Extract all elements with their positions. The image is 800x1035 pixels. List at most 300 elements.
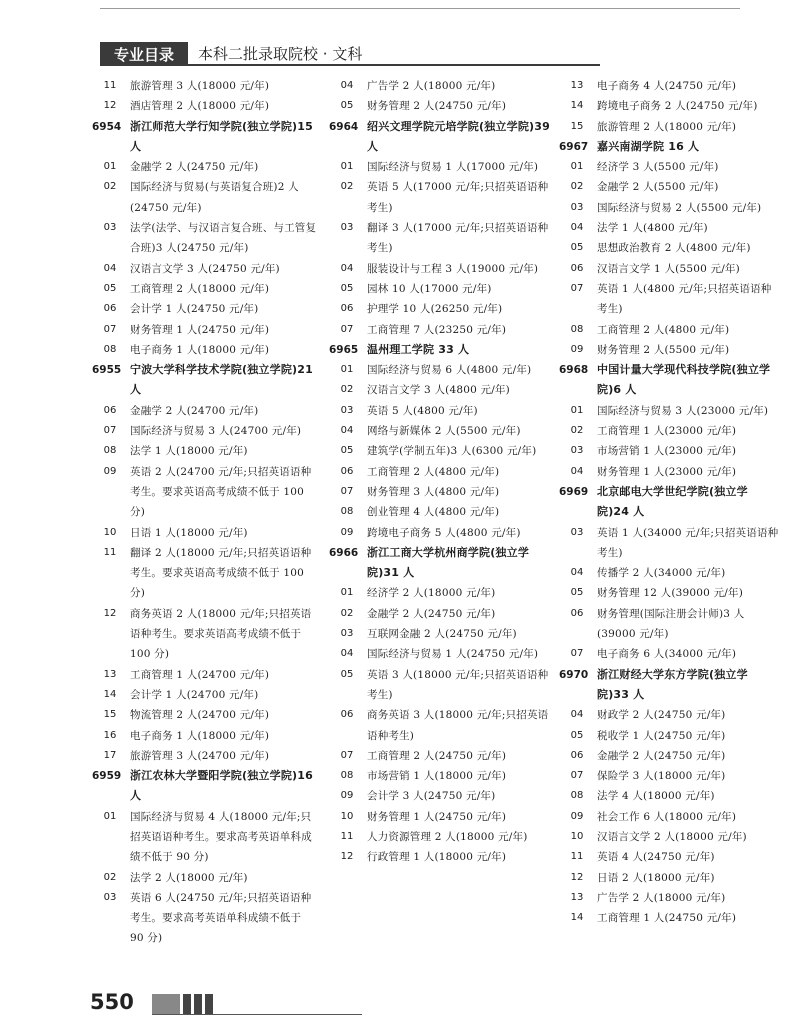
major-text: 日语 1 人(18000 元/年): [130, 526, 248, 539]
major-entry: [557, 786, 779, 806]
major-text: 金融学 2 人(5500 元/年): [597, 181, 719, 194]
major-entry: [557, 117, 779, 137]
major-text: 传播学 2 人(34000 元/年): [597, 567, 726, 580]
major-text: 汉语言文学 3 人(4800 元/年): [367, 384, 510, 397]
major-code: 08: [340, 506, 354, 518]
major-entry: [327, 807, 555, 827]
major-entry: [90, 543, 318, 604]
major-code: 10: [103, 526, 117, 538]
major-code: 08: [570, 323, 584, 335]
major-code: 04: [103, 262, 117, 274]
major-entry: [557, 827, 779, 847]
major-entry: [327, 502, 555, 522]
major-code: 12: [103, 607, 117, 619]
major-entry: [327, 259, 555, 279]
major-text: 英语 1 人(4800 元/年;只招英语语种考生): [597, 282, 772, 316]
school-code: 6967: [559, 140, 589, 153]
major-entry: [557, 96, 779, 116]
major-entry: [557, 238, 779, 258]
major-entry: [90, 726, 318, 746]
major-text: 国际经济与贸易 1 人(17000 元/年): [367, 161, 539, 174]
major-entry: [557, 401, 779, 421]
major-entry: [327, 320, 555, 340]
major-text: 互联网金融 2 人(24750 元/年): [367, 628, 517, 641]
major-text: 金融学 2 人(24750 元/年): [130, 161, 259, 174]
major-text: 翻译 2 人(18000 元/年;只招英语语种考生。要求英语高考成绩不低于 100 分): [130, 546, 312, 600]
major-text: 思想政治教育 2 人(4800 元/年): [597, 242, 751, 255]
major-code: 02: [570, 425, 584, 437]
major-code: 02: [103, 871, 117, 883]
school-entry: [557, 360, 779, 401]
major-entry: [90, 523, 318, 543]
major-code: 04: [570, 465, 584, 477]
major-entry: [557, 766, 779, 786]
major-entry: [327, 847, 555, 867]
major-text: 行政管理 1 人(18000 元/年): [367, 851, 507, 864]
major-text: 工商管理 1 人(23000 元/年): [597, 425, 737, 438]
major-code: 03: [340, 404, 354, 416]
major-text: 国际经济与贸易(与英语复合班)2 人(24750 元/年): [130, 181, 299, 214]
school-entry: [90, 117, 318, 158]
major-text: 护理学 10 人(26250 元/年): [367, 303, 503, 316]
footer-bar: [205, 994, 213, 1014]
major-text: 财务管理 1 人(24750 元/年): [130, 323, 270, 336]
major-code: 05: [340, 100, 354, 112]
major-code: 13: [570, 80, 584, 91]
page-header: [100, 42, 600, 66]
major-code: 16: [103, 729, 117, 741]
major-text: 英语 5 人(17000 元/年;只招英语语种考生): [367, 181, 549, 214]
major-entry: [90, 462, 318, 523]
major-code: 12: [340, 851, 354, 863]
school-name: 北京邮电大学世纪学院(独立学院)24 人: [597, 484, 748, 519]
footer-bar: [194, 994, 202, 1014]
major-entry: [327, 665, 555, 706]
school-code: 6966: [329, 546, 359, 559]
major-entry: [327, 462, 555, 482]
major-entry: [327, 604, 555, 624]
major-code: 04: [570, 709, 584, 721]
major-code: 05: [340, 668, 354, 680]
major-entry: [557, 76, 779, 96]
major-code: 12: [570, 871, 584, 883]
major-code: 07: [340, 323, 354, 335]
major-entry: [327, 644, 555, 664]
major-text: 跨境电子商务 5 人(4800 元/年): [367, 526, 521, 539]
footer-bar: [183, 994, 191, 1014]
school-name: 中国计量大学现代科技学院(独立学院)6 人: [597, 363, 771, 397]
major-entry: [557, 807, 779, 827]
school-entry: [327, 117, 555, 158]
major-entry: [90, 705, 318, 725]
major-text: 法学(法学、与汉语言复合班、与工管复合班)3 人(24750 元/年): [130, 222, 317, 255]
major-entry: [557, 726, 779, 746]
major-code: 07: [103, 425, 117, 437]
major-text: 法学 1 人(4800 元/年): [597, 222, 708, 235]
major-entry: [557, 908, 779, 928]
major-code: 08: [570, 790, 584, 802]
major-code: 12: [103, 100, 117, 112]
major-text: 服装设计与工程 3 人(19000 元/年): [367, 262, 539, 275]
major-text: 电子商务 1 人(18000 元/年): [130, 343, 270, 356]
major-entry: [557, 198, 779, 218]
major-text: 金融学 2 人(24750 元/年): [597, 749, 726, 762]
major-code: 03: [340, 222, 354, 234]
major-code: 09: [570, 343, 584, 355]
major-code: 04: [570, 567, 584, 579]
major-text: 汉语言文学 3 人(24750 元/年): [130, 262, 280, 275]
section-title: 本科二批录取院校 · 文科: [188, 42, 372, 66]
column-3: [557, 76, 779, 928]
school-name: 浙江财经大学东方学院(独立学院)33 人: [597, 667, 748, 701]
major-code: 04: [340, 262, 354, 274]
school-code: 6959: [92, 770, 122, 783]
major-code: 06: [570, 262, 584, 274]
major-entry: [327, 523, 555, 543]
major-code: 07: [570, 770, 584, 782]
major-text: 旅游管理 3 人(24700 元/年): [130, 749, 270, 762]
major-code: 01: [340, 587, 354, 599]
major-code: 10: [340, 810, 354, 822]
major-code: 05: [103, 282, 117, 294]
school-code: 6954: [92, 120, 122, 133]
major-code: 07: [103, 323, 117, 335]
major-code: 14: [103, 688, 117, 700]
major-text: 财务管理 1 人(23000 元/年): [597, 465, 737, 478]
major-code: 10: [570, 830, 584, 842]
major-text: 保险学 3 人(18000 元/年): [597, 770, 726, 783]
major-entry: [557, 320, 779, 340]
major-entry: [557, 462, 779, 482]
major-code: 06: [340, 303, 354, 315]
major-code: 02: [340, 607, 354, 619]
major-text: 创业管理 4 人(4800 元/年): [367, 506, 500, 519]
major-text: 英语 6 人(24750 元/年;只招英语语种考生。要求高考英语单科成绩不低于 90 分): [130, 891, 312, 945]
major-text: 会计学 1 人(24750 元/年): [130, 303, 259, 316]
major-code: 01: [340, 161, 354, 173]
major-code: 03: [570, 445, 584, 457]
major-text: 社会工作 6 人(18000 元/年): [597, 810, 737, 823]
major-text: 财务管理 1 人(24750 元/年): [367, 810, 507, 823]
major-text: 工商管理 1 人(24750 元/年): [597, 912, 737, 925]
major-code: 09: [340, 526, 354, 538]
major-text: 国际经济与贸易 4 人(18000 元/年;只招英语语种考生。要求高考英语单科成绩不低于 90 分): [130, 810, 312, 864]
major-entry: [557, 847, 779, 867]
major-entry: [327, 299, 555, 319]
major-text: 经济学 2 人(18000 元/年): [367, 587, 496, 600]
major-entry: [557, 157, 779, 177]
major-entry: [327, 157, 555, 177]
major-entry: [90, 340, 318, 360]
major-text: 园林 10 人(17000 元/年): [367, 282, 492, 295]
major-code: 05: [340, 282, 354, 294]
major-text: 工商管理 2 人(4800 元/年): [597, 323, 730, 336]
major-text: 工商管理 2 人(24750 元/年): [367, 749, 507, 762]
major-text: 网络与新媒体 2 人(5500 元/年): [367, 425, 521, 438]
major-entry: [327, 177, 555, 218]
major-text: 法学 1 人(18000 元/年): [130, 445, 248, 458]
major-text: 法学 2 人(18000 元/年): [130, 871, 248, 884]
major-code: 01: [103, 161, 117, 173]
major-text: 工商管理 7 人(23250 元/年): [367, 323, 507, 336]
major-entry: [557, 705, 779, 725]
major-code: 04: [340, 648, 354, 660]
major-text: 旅游管理 2 人(18000 元/年): [597, 120, 737, 133]
major-code: 07: [340, 749, 354, 761]
major-code: 05: [570, 729, 584, 741]
major-code: 08: [103, 343, 117, 355]
major-code: 03: [340, 628, 354, 640]
major-text: 旅游管理 3 人(18000 元/年): [130, 80, 270, 92]
major-entry: [90, 96, 318, 116]
major-entry: [90, 441, 318, 461]
major-code: 02: [103, 181, 117, 193]
major-code: 03: [570, 201, 584, 213]
major-entry: [90, 868, 318, 888]
major-code: 08: [103, 445, 117, 457]
major-entry: [90, 177, 318, 218]
major-code: 15: [103, 709, 117, 721]
major-text: 工商管理 2 人(4800 元/年): [367, 465, 500, 478]
school-code: 6965: [329, 343, 359, 356]
major-entry: [90, 807, 318, 868]
school-entry: [90, 360, 318, 401]
school-entry: [557, 482, 779, 523]
major-entry: [557, 583, 779, 603]
major-text: 国际经济与贸易 1 人(24750 元/年): [367, 648, 539, 661]
major-code: 14: [570, 912, 584, 924]
major-text: 财务管理 2 人(24750 元/年): [367, 100, 507, 113]
major-code: 13: [570, 891, 584, 903]
major-text: 汉语言文学 1 人(5500 元/年): [597, 262, 740, 275]
major-entry: [557, 340, 779, 360]
major-code: 06: [340, 465, 354, 477]
major-code: 02: [340, 384, 354, 396]
major-code: 06: [103, 404, 117, 416]
major-code: 09: [570, 810, 584, 822]
major-text: 英语 2 人(24700 元/年;只招英语语种考生。要求英语高考成绩不低于 100 分): [130, 465, 312, 519]
major-text: 财务管理(国际注册会计师)3 人(39000 元/年): [597, 607, 745, 641]
major-text: 电子商务 4 人(24750 元/年): [597, 80, 737, 92]
major-code: 11: [570, 851, 584, 863]
major-entry: [90, 259, 318, 279]
major-code: 01: [570, 161, 584, 173]
header-rule: [372, 42, 600, 66]
major-entry: [327, 421, 555, 441]
major-entry: [90, 401, 318, 421]
school-name: 温州理工学院 33 人: [367, 342, 470, 356]
major-text: 国际经济与贸易 2 人(5500 元/年): [597, 201, 762, 214]
major-text: 英语 1 人(34000 元/年;只招英语语种考生): [597, 526, 779, 559]
major-entry: [90, 218, 318, 259]
major-code: 02: [340, 181, 354, 193]
major-entry: [327, 827, 555, 847]
major-text: 国际经济与贸易 3 人(24700 元/年): [130, 425, 302, 438]
major-code: 11: [340, 830, 354, 842]
major-entry: [327, 786, 555, 806]
school-name: 宁波大学科学技术学院(独立学院)21 人: [130, 363, 317, 397]
major-text: 市场营销 1 人(23000 元/年): [597, 445, 737, 458]
major-code: 13: [103, 668, 117, 680]
major-code: 09: [340, 790, 354, 802]
major-entry: [557, 218, 779, 238]
major-entry: [557, 441, 779, 461]
major-code: 09: [103, 465, 117, 477]
school-entry: [327, 543, 555, 584]
school-name: 浙江师范大学行知学院(独立学院)15 人: [130, 119, 317, 153]
major-entry: [557, 644, 779, 664]
major-entry: [327, 279, 555, 299]
major-text: 人力资源管理 2 人(18000 元/年): [367, 830, 528, 843]
footer-bar: [152, 994, 180, 1014]
footer-bars: [152, 994, 213, 1014]
major-code: 04: [340, 80, 354, 91]
major-entry: [557, 523, 779, 564]
column-1: [90, 76, 318, 949]
major-entry: [90, 604, 318, 665]
major-entry: [327, 360, 555, 380]
major-entry: [557, 177, 779, 197]
major-entry: [557, 421, 779, 441]
major-text: 物流管理 2 人(24700 元/年): [130, 709, 270, 722]
major-text: 会计学 1 人(24700 元/年): [130, 688, 259, 701]
major-code: 14: [570, 100, 584, 112]
major-entry: [557, 259, 779, 279]
school-code: 6968: [559, 364, 589, 377]
major-entry: [90, 157, 318, 177]
major-text: 金融学 2 人(24750 元/年): [367, 607, 496, 620]
major-entry: [90, 76, 318, 96]
major-text: 电子商务 6 人(34000 元/年): [597, 648, 737, 661]
major-text: 电子商务 1 人(18000 元/年): [130, 729, 270, 742]
major-text: 建筑学(学制五年)3 人(6300 元/年): [367, 445, 537, 458]
major-text: 国际经济与贸易 6 人(4800 元/年): [367, 364, 532, 377]
major-code: 07: [570, 282, 584, 294]
major-text: 英语 3 人(18000 元/年;只招英语语种考生): [367, 668, 549, 701]
major-code: 03: [570, 526, 584, 538]
major-text: 英语 4 人(24750 元/年): [597, 851, 715, 864]
major-entry: [90, 279, 318, 299]
school-name: 浙江农林大学暨阳学院(独立学院)16 人: [130, 769, 317, 803]
major-entry: [90, 665, 318, 685]
major-text: 商务英语 2 人(18000 元/年;只招英语语种考生。要求英语高考成绩不低于 100 分): [130, 607, 312, 661]
major-code: 01: [570, 404, 584, 416]
major-code: 07: [570, 648, 584, 660]
major-text: 英语 5 人(4800 元/年): [367, 404, 478, 417]
major-entry: [90, 888, 318, 949]
major-text: 跨境电子商务 2 人(24750 元/年): [597, 100, 758, 113]
school-entry: [327, 340, 555, 360]
major-entry: [327, 746, 555, 766]
column-2: [327, 76, 555, 868]
major-code: 01: [340, 364, 354, 376]
major-text: 会计学 3 人(24750 元/年): [367, 790, 496, 803]
major-text: 财务管理 3 人(4800 元/年): [367, 485, 500, 498]
school-entry: [90, 766, 318, 807]
major-entry: [327, 583, 555, 603]
major-text: 商务英语 3 人(18000 元/年;只招英语语种考生): [367, 709, 549, 742]
major-entry: [327, 766, 555, 786]
major-text: 汉语言文学 2 人(18000 元/年): [597, 830, 747, 843]
major-entry: [327, 624, 555, 644]
major-code: 08: [340, 770, 354, 782]
major-code: 04: [340, 425, 354, 437]
major-entry: [327, 441, 555, 461]
major-code: 05: [570, 242, 584, 254]
major-entry: [90, 421, 318, 441]
school-code: 6955: [92, 364, 122, 377]
major-entry: [327, 482, 555, 502]
major-entry: [90, 685, 318, 705]
major-code: 11: [103, 546, 117, 558]
school-code: 6964: [329, 120, 359, 133]
school-entry: [557, 137, 779, 157]
major-text: 财政学 2 人(24750 元/年): [597, 709, 726, 722]
school-code: 6970: [559, 668, 589, 681]
major-entry: [90, 746, 318, 766]
major-entry: [327, 218, 555, 259]
major-code: 06: [570, 749, 584, 761]
major-text: 法学 4 人(18000 元/年): [597, 790, 715, 803]
major-code: 04: [570, 222, 584, 234]
major-code: 17: [103, 749, 117, 761]
major-text: 工商管理 1 人(24700 元/年): [130, 668, 270, 681]
major-code: 06: [103, 303, 117, 315]
major-code: 05: [570, 587, 584, 599]
major-entry: [557, 746, 779, 766]
major-entry: [557, 604, 779, 645]
school-entry: [557, 665, 779, 706]
major-text: 酒店管理 2 人(18000 元/年): [130, 100, 270, 113]
major-entry: [90, 320, 318, 340]
major-text: 市场营销 1 人(18000 元/年): [367, 770, 507, 783]
major-text: 国际经济与贸易 3 人(23000 元/年): [597, 404, 769, 417]
footer-rule: [152, 1014, 362, 1015]
major-entry: [327, 96, 555, 116]
major-entry: [557, 868, 779, 888]
major-text: 经济学 3 人(5500 元/年): [597, 161, 719, 174]
major-text: 财务管理 2 人(5500 元/年): [597, 343, 730, 356]
school-name: 绍兴文理学院元培学院(独立学院)39 人: [367, 119, 554, 153]
major-text: 广告学 2 人(18000 元/年): [367, 80, 496, 92]
major-entry: [327, 401, 555, 421]
major-entry: [327, 76, 555, 96]
major-code: 05: [340, 445, 354, 457]
major-text: 广告学 2 人(18000 元/年): [597, 891, 726, 904]
major-text: 税收学 1 人(24750 元/年): [597, 729, 726, 742]
section-tag: 专业目录: [100, 42, 188, 66]
major-text: 工商管理 2 人(18000 元/年): [130, 282, 270, 295]
major-entry: [557, 888, 779, 908]
school-code: 6969: [559, 485, 589, 498]
major-text: 财务管理 12 人(39000 元/年): [597, 587, 744, 600]
school-name: 浙江工商大学杭州商学院(独立学院)31 人: [367, 545, 530, 580]
major-entry: [90, 299, 318, 319]
major-code: 01: [103, 810, 117, 822]
major-text: 金融学 2 人(24700 元/年): [130, 404, 259, 417]
major-entry: [327, 380, 555, 400]
major-code: 11: [103, 80, 117, 91]
major-code: 06: [340, 709, 354, 721]
major-code: 15: [570, 120, 584, 132]
major-code: 02: [570, 181, 584, 193]
major-code: 03: [103, 891, 117, 903]
major-text: 日语 2 人(18000 元/年): [597, 871, 715, 884]
major-entry: [327, 705, 555, 746]
school-name: 嘉兴南湖学院 16 人: [597, 139, 700, 153]
major-code: 07: [340, 485, 354, 497]
major-code: 03: [103, 222, 117, 234]
